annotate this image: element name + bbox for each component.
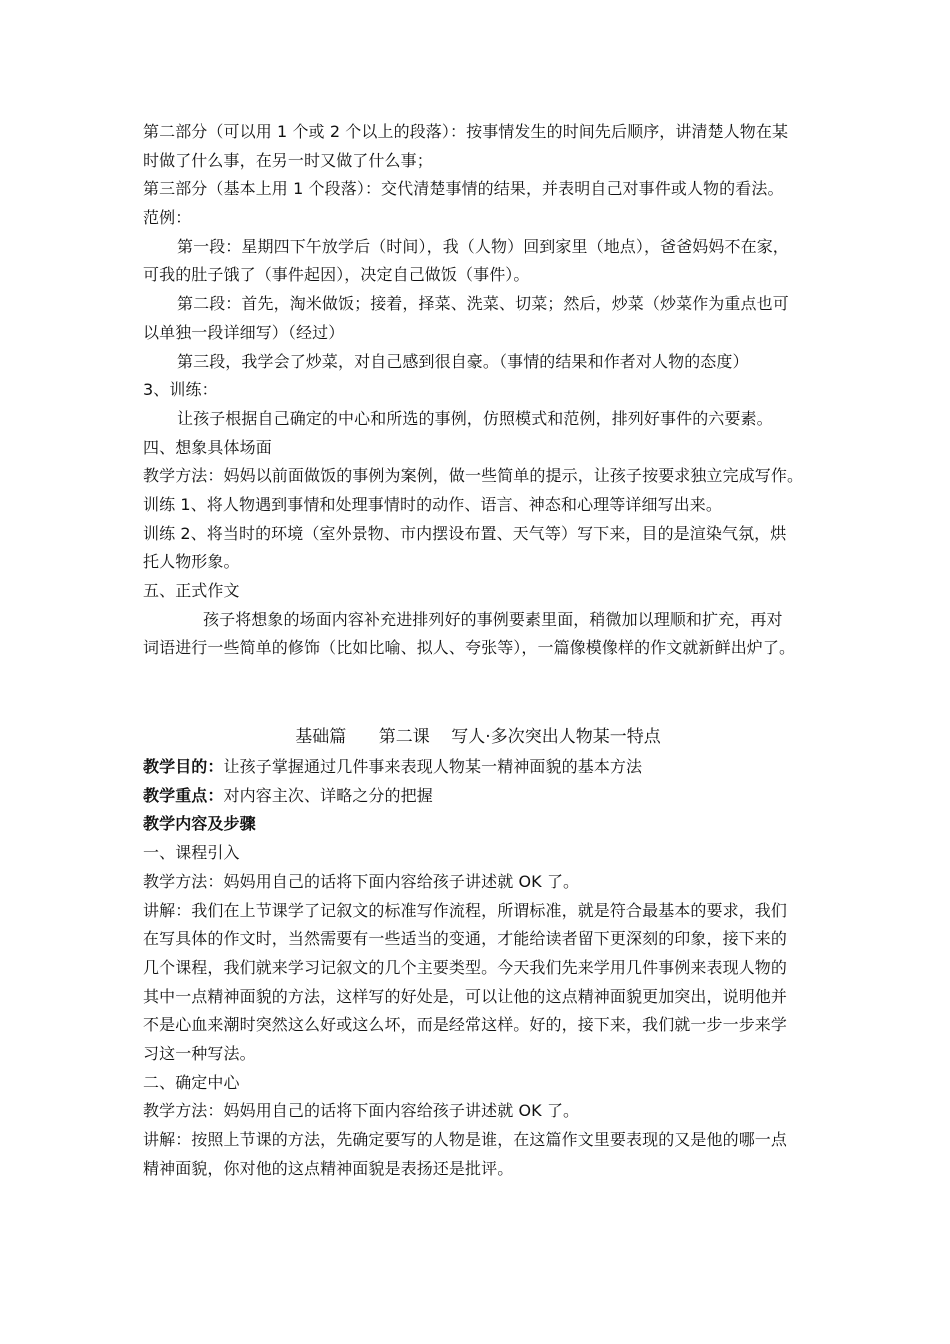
paragraph-line: 训练 1、将人物遇到事情和处理事情时的动作、语言、神态和心理等详细写出来。 <box>143 494 722 514</box>
section-heading: 二、确定中心 <box>143 1072 240 1092</box>
paragraph-line: 教学方法：妈妈用自己的话将下面内容给孩子讲述就 OK 了。 <box>143 1101 580 1121</box>
goal-label: 教学目的： <box>143 757 224 777</box>
paragraph-line: 讲解：按照上节课的方法，先确定要写的人物是谁，在这篇作文里要表现的又是他的哪一点 <box>143 1130 788 1149</box>
paragraph-line: 其中一点精神面貌的方法，这样写的好处是，可以让他的这点精神面貌更加突出，说明他并 <box>143 986 788 1006</box>
paragraph-line: 教学方法：妈妈用自己的话将下面内容给孩子讲述就 OK 了。 <box>143 871 580 891</box>
section-spacer <box>143 663 813 721</box>
lesson-title: 基础篇 第二课 写人·多次突出人物某一特点 <box>295 727 661 748</box>
paragraph-line: 孩子将想象的场面内容补充进排列好的事例要素里面，稍微加以理顺和扩充，再对 <box>203 609 783 629</box>
paragraph-line: 第二段：首先，淘米做饭；接着，择菜、洗菜、切菜；然后，炒菜（炒菜作为重点也可 <box>177 294 789 314</box>
paragraph-line: 时做了什么事，在另一时又做了什么事； <box>143 150 433 170</box>
focus-label: 教学重点： <box>143 785 224 805</box>
paragraph-line: 习这一种写法。 <box>143 1043 256 1063</box>
steps-heading: 教学内容及步骤 <box>143 814 256 834</box>
paragraph-line: 讲解：我们在上节课学了记叙文的标准写作流程，所谓标准，就是符合最基本的要求，我们 <box>143 900 788 920</box>
paragraph-line: 几个课程，我们就来学习记叙文的几个主要类型。今天我们先来学用几件事例来表现人物的 <box>143 957 788 977</box>
paragraph-line: 不是心血来潮时突然这么好或这么坏，而是经常这样。好的，接下来，我们就一步一步来学 <box>143 1015 788 1035</box>
lesson-goal <box>143 753 813 782</box>
paragraph-line: 在写具体的作文时，当然需要有一些适当的变通，才能给读者留下更深刻的印象，接下来的 <box>143 929 788 949</box>
document-page <box>143 118 813 1183</box>
focus-text: 对内容主次、详略之分的把握 <box>223 785 433 805</box>
paragraph-line: 词语进行一些简单的修饰（比如比喻、拟人、夸张等），一篇像模像样的作文就新鲜出炉了。 <box>143 638 796 658</box>
goal-text: 让孩子掌握通过几件事来表现人物某一精神面貌的基本方法 <box>223 757 643 777</box>
paragraph-line: 第三段，我学会了炒菜，对自己感到很自豪。（事情的结果和作者对人物的态度） <box>177 351 749 371</box>
paragraph-line: 以单独一段详细写）（经过） <box>143 322 345 342</box>
section-part-structure <box>143 118 813 663</box>
section-heading: 四、想象具体场面 <box>143 437 272 457</box>
lesson-focus <box>143 782 813 811</box>
paragraph-line: 可我的肚子饿了（事件起因），决定自己做饭（事件）。 <box>143 265 530 285</box>
section-heading: 一、课程引入 <box>143 843 240 863</box>
paragraph-line: 第三部分（基本上用 1 个段落）：交代清楚事情的结果，并表明自己对事件或人物的看法。 <box>143 179 784 199</box>
paragraph-line: 第一段：星期四下午放学后（时间），我（人物）回到家里（地点），爸爸妈妈不在家， <box>177 236 789 256</box>
paragraph-line: 托人物形象。 <box>143 552 240 572</box>
section-lesson-two <box>143 721 813 1183</box>
paragraph-line: 让孩子根据自己确定的中心和所选的事例，仿照模式和范例，排列好事件的六要素。 <box>177 408 773 428</box>
paragraph-line: 训练 2、将当时的环境（室外景物、市内摆设布置、天气等）写下来，目的是渲染气氛，烘 <box>143 523 787 543</box>
section-heading: 3、训练： <box>143 380 218 400</box>
section-heading: 五、正式作文 <box>143 581 240 600</box>
paragraph-line: 第二部分（可以用 1 个或 2 个以上的段落）：按事情发生的时间先后顺序，讲清楚人物在某 <box>143 122 789 141</box>
paragraph-line: 教学方法：妈妈以前面做饭的事例为案例，做一些简单的提示，让孩子按要求独立完成写作。 <box>143 466 804 486</box>
paragraph-line: 范例： <box>143 208 192 228</box>
paragraph-line: 精神面貌，你对他的这点精神面貌是表扬还是批评。 <box>143 1158 514 1178</box>
